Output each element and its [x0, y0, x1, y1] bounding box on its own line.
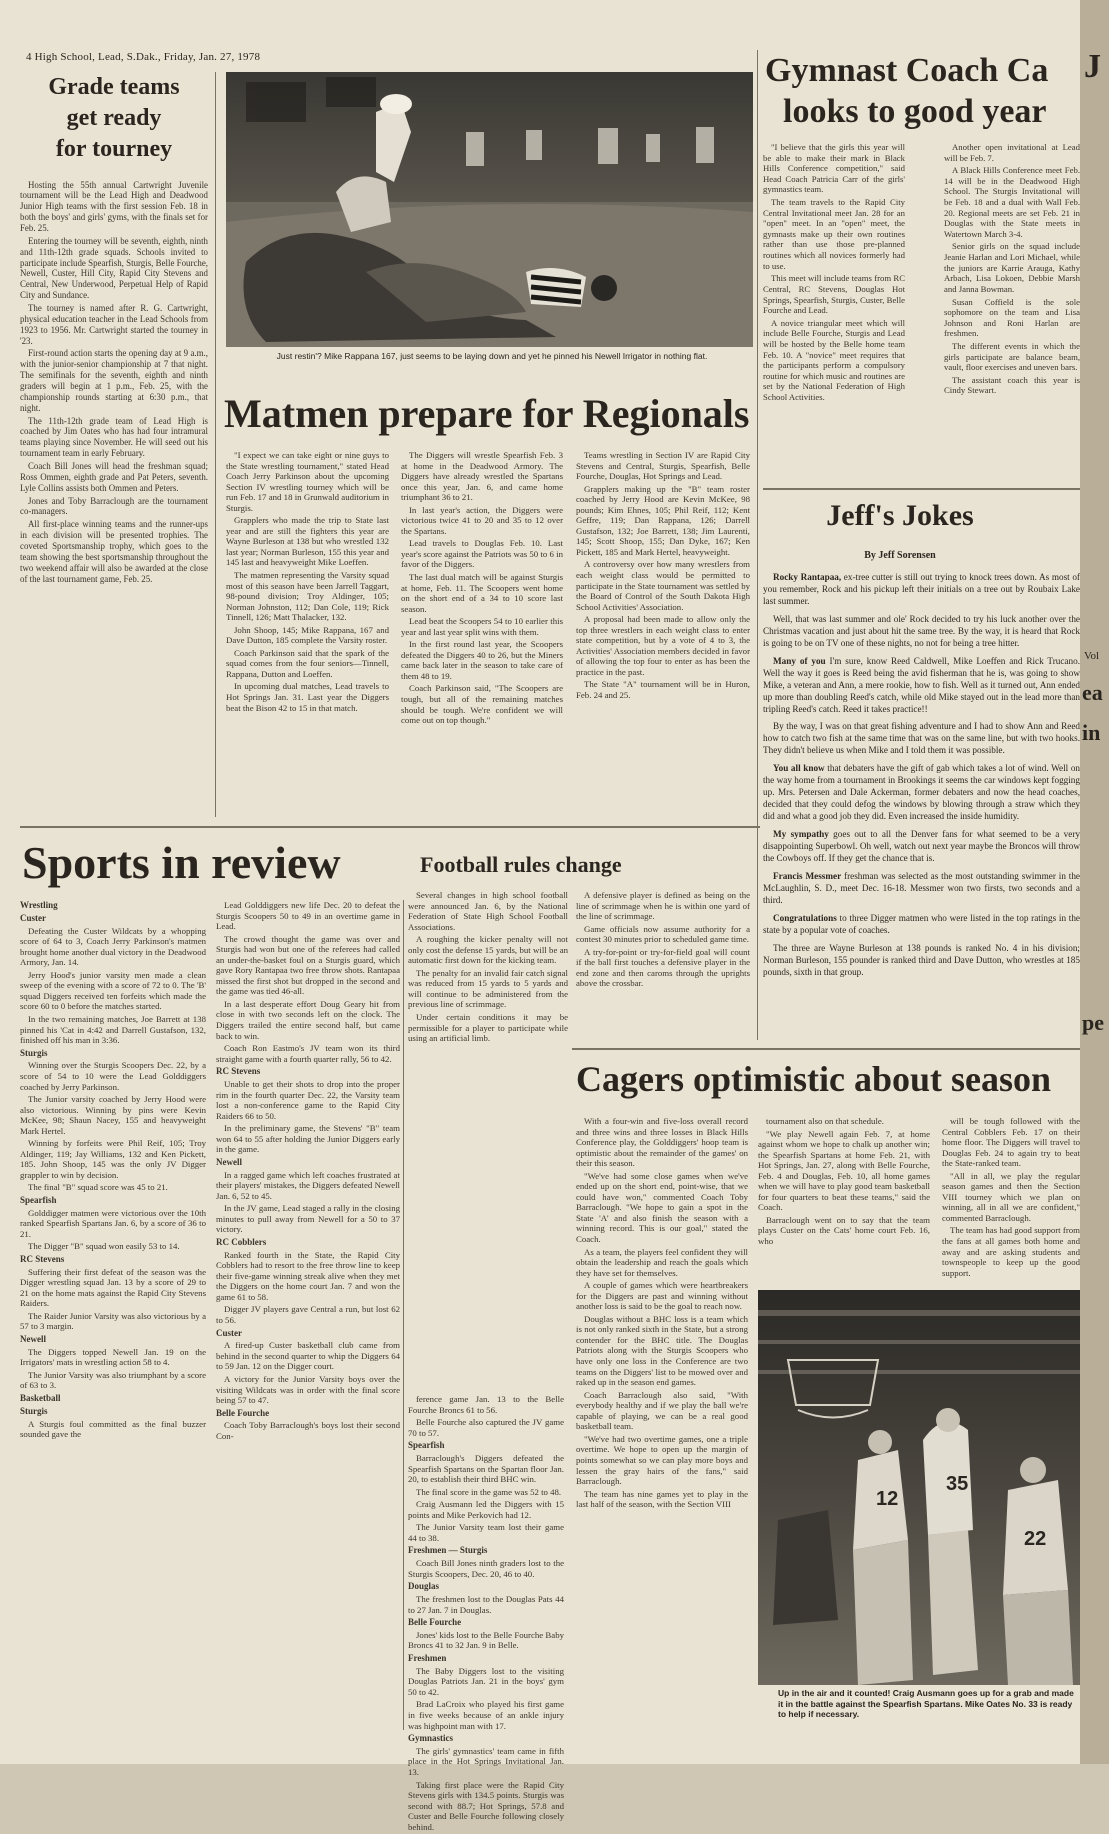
subhead: Sturgis — [20, 1405, 48, 1416]
joke-paragraph — [763, 829, 1080, 865]
paragraph: In the preliminary game, the Stevens' "B" team won 64 to 55 after holding the Junior Diggers early in the game. — [216, 1123, 400, 1155]
joke-lead-in: Rocky Rantapaa, — [773, 572, 842, 582]
paragraph: The team travels to the Rapid City Central Invitational meet Jan. 28 for an "open" meet. In an "open" meet, the gymnasts make up their own routines rather than use those pre-planned routines which all novices formerly had to use. — [763, 197, 905, 271]
joke-text: I'm sure, know Reed Caldwell, Mike Loeffen and Rick Trucano. Well the way it goes is Reed being the avid fisherman that he is, was going to show Mike, a veteran and Ann, a mere rookie, how to fish. Well as it turned out, Ann ended up more than doubling Reed's catch, while old Mike stayed out in the lead more than tripling Reed's catch. Reed it takes practice!! — [763, 655, 1080, 714]
paragraph: A fired-up Custer basketball club came from behind in the second quarter to whip the Diggers 64 to 59 Jan. 12 on the Digger court. — [216, 1340, 400, 1372]
paragraph: The Junior varsity coached by Jerry Hood were also victorious. Winning by pins were Kevin McKee, 98; Shaun Nacey, 155 and heavyweight Mark Hertel. — [20, 1094, 206, 1136]
paragraph: Barraclough's Diggers defeated the Spearfish Spartans on the Spartan floor Jan. 20, to establish their third BHC win. — [408, 1452, 564, 1485]
joke-paragraph — [763, 572, 1080, 608]
paragraph: The final "B" squad score was 45 to 21. — [28, 1182, 168, 1193]
paragraph: In a ragged game which left coaches frustrated at their players' mistakes, the Diggers defeated Newell Jan. 6, 52 to 45. — [216, 1169, 400, 1201]
sports-review-headline: Sports in review — [22, 837, 341, 888]
paragraph: Golddigger matmen were victorious over the 10th ranked Spearfish Spartans Jan. 6, by a score of 36 to 21. — [20, 1207, 206, 1239]
paragraph: Susan Coffield is the sole sophomore on the team and Lisa Johnson and Roni Harlan are freshmen. — [944, 296, 1080, 339]
paragraph: The team has nine games yet to play in the last half of the season, with the Section VIII — [576, 1488, 748, 1510]
wrestling-photo-image — [226, 72, 753, 347]
paragraph: "We've had some close games when we've ended up on the short end, point-wise, that we could have won," commented Coach Toby Barraclough. "We hope to gain a spot in the State 'A' and also finish the season with a winning record. This is our goal," stated the Coach. — [576, 1170, 748, 1245]
paragraph: A victory for the Junior Varsity boys over the visiting Wildcats was in order with the final score being 57 to 47. — [216, 1373, 400, 1406]
joke-text: to three Digger matmen who were listed in the top ratings in the state by a popular vote of coaches. — [763, 912, 1080, 935]
joke-paragraph — [763, 656, 1080, 716]
column-rule — [757, 50, 758, 1040]
paragraph: Jerry Hood's junior varsity men made a clean sweep of the evening with a score of 72 to 0. The 'B' squad Diggers received ten forfeits which made the score 60 to 0 before the matches started. — [20, 969, 206, 1012]
headline-line: get ready — [66, 105, 162, 132]
adjacent-page-edge — [1080, 0, 1109, 1764]
paragraph: Coach Parkinson said that the spark of the squad comes from the four seniors—Tinnell, Rappana, Dutton and Loeffen. — [226, 647, 389, 679]
paragraph: The Junior Varsity team lost their game 44 to 38. — [408, 1522, 564, 1543]
paragraph: Under certain conditions it may be permissible for a player to participate while using an artificial limb. — [408, 1012, 568, 1044]
grade-teams-story — [20, 72, 208, 587]
subhead: Newell — [216, 1156, 242, 1167]
edge-fragment: pe — [1082, 1010, 1104, 1035]
joke-text: goes out to all the Denver fans for what seemed to be a very disappointing Superbowl. Oh well, watch out next year maybe the Broncos will throw the Cowboys off. If they get the chance that is. — [763, 829, 1080, 864]
cagers-col-3 — [942, 1116, 1080, 1280]
paragraph: This meet will include teams from RC Central, RC Stevens, Douglas Hot Springs, Spearfish, Sturgis, Custer, Belle Fourche and Lead. — [763, 273, 905, 316]
paragraph: Unable to get their shots to drop into the proper rim in the fourth quarter Dec. 22, the Varsity team lost a non-conference game to the Rapid City Raiders 66 to 50. — [216, 1079, 400, 1121]
paragraph: A novice triangular meet which will include Belle Fourche, Sturgis and Lead will be hosted by the Belle home team Feb. 10. A "novice" meet requires that the participants perform a compulsory routine for which music and routines are set by the National Federation of High School Activities. — [763, 317, 905, 403]
paragraph: Digger JV players gave Central a run, but lost 62 to 56. — [216, 1304, 400, 1325]
joke-paragraph — [763, 614, 1080, 650]
matmen-col-1 — [226, 450, 389, 715]
subhead: Freshmen — [408, 1653, 447, 1664]
paragraph: ference game Jan. 13 to the Belle Fourche Broncs 61 to 56. — [408, 1394, 564, 1415]
paragraph: A defensive player is defined as being on the line of scrimmage when he is within one yard of the line of scrimmage. — [576, 890, 750, 922]
paragraph: A controversy over how many wrestlers from each weight class would be permitted to participate in the State tournament was settled by the Board of Control of the South Dakota High School Activities' Association. — [576, 559, 750, 612]
paragraph: Several changes in high school football were announced Jan. 6, by the National Federation of State High School Football Associations. — [408, 890, 568, 932]
joke-lead-in: Francis Messmer — [773, 870, 842, 881]
paragraph: Senior girls on the squad include Jeanie Harlan and Lori Michael, while the juniors are Karrie Arauga, Kathy Arbach, Lisa Lokoen, Debbie Marsh and Janna Bowman. — [944, 241, 1080, 294]
paragraph: In the JV game, Lead staged a rally in the closing minutes to pull away from Newell for a 50 to 37 victory. — [216, 1203, 400, 1235]
subhead: Custer — [20, 912, 46, 923]
gymnast-story — [763, 50, 1080, 133]
paragraph: "We've had two overtime games, one a triple overtime. We hope to open up the margin of points somewhat so we can play more boys and lessen the gray hairs of the fans," said Barraclough. — [576, 1433, 748, 1487]
paragraph: Entering the tourney will be seventh, eighth, ninth and 11th-12th grade squads. Schools invited to participate include Spearfish, Sturgis, Belle Fourche, Newell, Custer, Hill City, Rapid City Stevens and Central, New Underwood, Perpetual Help of Rapid City and Sundance. — [20, 235, 208, 301]
joke-lead-in: Many of you — [773, 655, 826, 666]
paragraph: Coach Barraclough also said, "With everybody healthy and if we play the ball we're capable of playing, we can be a real good basketball team. — [576, 1389, 748, 1432]
cagers-col-1 — [576, 1116, 748, 1512]
paragraph: The crowd thought the game was over and Sturgis had won but one of the referees had called an under-the-basket foul on a Sturgis guard, which gave Rory Rantapaa two free throw shots. Rantapaa missed the first shot but dropped in the second and the game was tied 46-all. — [216, 933, 400, 997]
paragraph: The assistant coach this year is Cindy Stewart. — [944, 374, 1080, 396]
paragraph: The matmen representing the Varsity squad most of this season have been Jarrell Taggart, 98-pound division; Troy Aldinger, 105; Norman Johnston, 112; Dan Cole, 119; Rick Tinnell, 126; Matt Thalacker, 132. — [226, 570, 389, 623]
paragraph: Hosting the 55th annual Cartwright Juvenile tournament will be the Lead High and Deadwood Junior High teams with the first session Feb. 18 in both the boys' and girls' gyms, with the finals set for Feb. 25. — [20, 179, 208, 233]
paragraph: The team has had good support from the fans at all games both home and away and are asking students and townspeople to keep up the good support. — [942, 1225, 1080, 1278]
subhead: Sturgis — [20, 1047, 48, 1058]
joke-text: that debaters have the gift of gab which takes a lot of wind. Well on the way home from a tournament in Brookings it seems the car windows kept fogging up. Mrs. Petersen and Dale Ackerman, former debaters and now the head coaches, decided that they could defog the windows by blowing through a straw which they did and what a good job they did. Even increased the inside humidity. — [763, 763, 1081, 822]
paragraph: The penalty for an invalid fair catch signal was reduced from 15 yards to 5 yards and will continue to be administered from the previous line of scrimmage. — [408, 967, 568, 1010]
paragraph: The Raider Junior Varsity was also victorious by a 57 to 3 margin. — [20, 1310, 206, 1332]
jersey-number: 35 — [946, 1473, 969, 1495]
joke-lead-in: You all know — [773, 763, 825, 774]
joke-text: Well, that was last summer and ole' Rock decided to try his luck another over the Christmas vacation and just about hit the same tree. By the way, it is heard that Rock is going to be on TV one of these nights, no not for being a tree hitter. — [763, 613, 1080, 648]
paragraph: In the two remaining matches, Joe Barrett at 138 pinned his 'Cat in 4:42 and Darrell Gustafson, 132, finished off his man in 3:36. — [20, 1013, 206, 1046]
paragraph: "I expect we can take eight or nine guys to the State wrestling tournament," stated Head Coach Jerry Parkinson about the upcoming Section IV wrestling tourney which will be run Feb. 17 and 18 in Grunwald auditorium in Sturgis. — [226, 450, 389, 513]
paragraph: Ranked fourth in the State, the Rapid City Cobblers had to resort to the free throw line to keep their five-game winning streak alive when they met the Diggers on the home court Jan. 7 and won the game 61 to 58. — [216, 1249, 400, 1302]
paragraph: Coach Ron Eastmo's JV team won its third straight game with a fourth quarter rally, 56 to 42. — [216, 1043, 400, 1064]
paragraph: "We play Newell again Feb. 7, at home against whom we hope to chalk up another win; the Spearfish Spartans at home Feb. 21, with Hot Springs, Jan. 27, along with Belle Fourche, Feb. 4 and Douglas, Feb. 10, all home games when we will have to play good team basketball for four quarters to beat these teams," said the Coach. — [758, 1128, 930, 1213]
subhead: Freshmen — Sturgis — [408, 1545, 488, 1556]
sports-review-col-2 — [216, 900, 400, 1444]
paragraph: Coach Bill Jones will head the freshman squad; Ross Ommen, eighth grade and Pat Peters, seventh. Lyle Collins assists both Ommen and Peters. — [20, 461, 208, 493]
paragraph: In upcoming dual matches, Lead travels to Hot Springs Jan. 31. Last year the Diggers beat the Bison 42 to 15 in that match. — [226, 681, 389, 713]
paragraph: Coach Bill Jones ninth graders lost to the Sturgis Scoopers, Dec. 20, 46 to 40. — [408, 1558, 564, 1579]
cagers-top-rule — [572, 1048, 1080, 1050]
basketball-photo-image — [758, 1290, 1080, 1685]
joke-text: The three are Wayne Burleson at 138 pounds is ranked No. 4 in his division; Norman Burleson, 155 pounder is ranked third and Dave Dutton, who wrestles at 185 pounds, sixth in that group. — [763, 942, 1080, 977]
paragraph: The tourney is named after R. G. Cartwright, physical education teacher in the Lead Schools from 1923 to 1956. Mr. Cartwright started the tourney in '23. — [20, 303, 208, 346]
basketball-photo — [758, 1290, 1080, 1685]
paragraph: The Junior Varsity was also triumphant by a score of 63 to 3. — [20, 1369, 206, 1391]
sports-review-col-3 — [408, 1394, 564, 1834]
paragraph: Game officials now assume authority for a contest 30 minutes prior to scheduled game time. — [576, 923, 750, 945]
subhead: Gymnastics — [408, 1733, 453, 1744]
paragraph: "I believe that the girls this year will be able to make their mark in Black Hills Conference competition," said Head Coach Patricia Carr of the girls' gymnastics team. — [763, 142, 905, 195]
headline-line: for tourney — [55, 136, 173, 163]
cagers-headline-wrap — [576, 1058, 1080, 1100]
paragraph: Winning by forfeits were Phil Reif, 105; Troy Aldinger, 119; Jay Williams, 132 and Ken Pickett, 185. John Shoop, 145 was the only JV Digger grappler to win by decision. — [20, 1138, 206, 1180]
subhead: Spearfish — [20, 1194, 57, 1205]
grade-teams-headline — [20, 72, 208, 166]
football-headline: Football rules change — [420, 852, 622, 877]
column-rule — [403, 900, 404, 1730]
subhead: Spearfish — [408, 1440, 445, 1451]
joke-lead-in: My sympathy — [773, 829, 829, 840]
paragraph: The Baby Diggers lost to the visiting Douglas Patriots Jan. 21 in the boys' gym 50 to 42. — [408, 1665, 564, 1697]
paragraph: Coach Parkinson said, "The Scoopers are tough, but all of the remaining matches should be tough. We're confident we will come out on top though." — [401, 683, 563, 726]
subhead: Belle Fourche — [216, 1407, 270, 1418]
joke-paragraph — [763, 913, 1080, 937]
paragraph: All first-place winning teams and the runner-ups in each division will be presented trophies. The coveted Sportsmanship trophy, which goes to the team showing the best sportsmanship throughout the two weekend affair will also be awarded at the close of the last tournament game, Feb. 25. — [20, 519, 208, 584]
joke-paragraph — [763, 763, 1080, 823]
subhead: RC Cobblers — [216, 1236, 267, 1247]
paragraph: tournament also on that schedule. — [766, 1116, 884, 1126]
joke-paragraph — [763, 943, 1080, 979]
paragraph: The freshmen lost to the Douglas Pats 44 to 27 Jan. 7 in Douglas. — [408, 1594, 564, 1615]
edge-fragment: in — [1082, 720, 1101, 745]
paragraph: Jones and Toby Barraclough are the tournament co-managers. — [20, 495, 208, 517]
paragraph: Defeating the Custer Wildcats by a whopping score of 64 to 3, Coach Jerry Parkinson's matmen brought home another dual victory in the Deadwood Armory, Jan. 14. — [20, 925, 206, 968]
paragraph: Lead Golddiggers new life Dec. 20 to defeat the Sturgis Scoopers 50 to 49 in an overtime game in Lead. — [216, 900, 400, 932]
paragraph: Suffering their first defeat of the season was the Digger wrestling squad Jan. 13 by a score of 29 to 21 on the home mats against the Rapid City Stevens Raiders. — [20, 1266, 206, 1309]
headline-line: looks to good year — [783, 93, 1047, 131]
paragraph: will be tough followed with the Central Cobblers Feb. 17 on their home floor. The Diggers will travel to Douglas Feb. 24 to again try to beat the State-ranked team. — [942, 1116, 1080, 1169]
subhead: Belle Fourche — [408, 1617, 462, 1628]
paragraph: In a last desperate effort Doug Geary hit from close in with two seconds left on the clock. The Diggers trailed the entire second half, but came back to win. — [216, 998, 400, 1041]
cagers-headline: Cagers optimistic about season — [576, 1059, 1051, 1099]
paragraph: The State "A" tournament will be in Huron, Feb. 24 and 25. — [576, 679, 750, 701]
subhead: RC Stevens — [216, 1066, 261, 1077]
paragraph: Lead beat the Scoopers 54 to 10 earlier this year and last year split wins with them. — [401, 616, 563, 637]
joke-paragraph — [763, 721, 1080, 757]
basketball-photo-caption: Up in the air and it counted! Craig Ausmann goes up for a grab and made it in the battle against the Spearfish Spartans. Mike Oates No. 33 is ready to help if necessary. — [778, 1688, 1074, 1720]
paragraph: The girls' gymnastics' team came in fifth place in the Hot Springs Invitational Jan. 13. — [408, 1745, 564, 1777]
edge-fragment: J — [1084, 48, 1101, 85]
paragraph: Lead travels to Douglas Feb. 10. Last year's score against the Patriots was 50 to 6 in favor of the Diggers. — [401, 538, 563, 570]
wrestling-photo-caption: Just restin'? Mike Rappana 167, just seems to be laying down and yet he pinned his Newell Irrigator in nothing flat. — [276, 351, 708, 361]
paragraph: A couple of games which were heartbreakers for the Diggers are past and winning without another loss is said to be the goal to reach now. — [576, 1280, 748, 1312]
column-rule — [215, 72, 216, 817]
edge-fragment: Vol — [1084, 650, 1100, 662]
paragraph: Another open invitational at Lead will be Feb. 7. — [944, 142, 1080, 163]
joke-paragraph — [763, 871, 1080, 907]
section-rule — [20, 826, 760, 828]
matmen-col-2 — [401, 450, 563, 728]
jokes-body — [763, 572, 1080, 985]
cagers-col-2 — [758, 1116, 930, 1249]
paragraph: Jones' kids lost to the Belle Fourche Baby Broncs 41 to 32 Jan. 9 in Belle. — [408, 1629, 564, 1651]
paragraph: First-round action starts the opening day at 9 a.m., with the junior-senior championship at 7 that night. The semifinals for the seventh, eighth and ninth graders will begin at 1 p.m., Feb. 25, with the championship rounds starting at 6:30 p.m., that night. — [20, 348, 208, 413]
subhead: Douglas — [408, 1581, 440, 1592]
paragraph: A try-for-point or try-for-field goal will count if the ball first touches a defensive player in the end zone and then caroms through the uprights above the crossbar. — [576, 946, 750, 989]
football-col-2 — [576, 890, 750, 991]
paragraph: With a four-win and five-loss overall record and three wins and three losses in Black Hills Conference play, the Golddiggers' hoop team is optimistic about the remainder of the games' on their this season. — [576, 1116, 748, 1169]
jokes-byline: By Jeff Sorensen — [864, 550, 936, 561]
gymnast-col-2 — [944, 142, 1080, 398]
paragraph: Grapplers who made the trip to State last year and are still the fighters this year are Wayne Burleson at 138 but who wrestled 132 last year; Norman Burleson, 155 this year and 145 last and heavyweight Mike Loeffen. — [226, 515, 389, 568]
wrestling-photo — [226, 72, 753, 347]
paragraph: A roughing the kicker penalty will not only cost the defense 15 yards, but will be an automatic first down for the kicking team. — [408, 934, 568, 966]
gymnast-col-1 — [763, 142, 905, 405]
headline-line: Gymnast Coach Ca — [765, 52, 1049, 89]
paragraph: The last dual match will be against Sturgis at home, Feb. 11. The Scoopers went home on the short end of a 34 to 10 score last season. — [401, 572, 563, 614]
jersey-number: 22 — [1024, 1528, 1047, 1550]
paragraph: The Diggers topped Newell Jan. 19 on the Irrigators' mats in wrestling action 58 to 4. — [20, 1346, 206, 1368]
paragraph: Winning over the Sturgis Scoopers Dec. 22, by a score of 54 to 10 were the Lead Golddiggers coached by Jerry Parkinson. — [20, 1060, 206, 1092]
paragraph: A proposal had been made to allow only the top three wrestlers in each weight class to enter state competition, but by a vote of 4 to 3, the Activities' Association members decided in favor of allowing the top four to enter as has been the practice in the past. — [576, 614, 750, 677]
paragraph: As a team, the players feel confident they will obtain the leadership and reach the goals which they have set for themselves. — [576, 1246, 748, 1278]
paragraph: The Diggers will wrestle Spearfish Feb. 3 at home in the Deadwood Armory. The Diggers have already wrestled the Spartans once this year, Jan. 6, and came home triumphant 36 to 21. — [401, 450, 563, 503]
football-col-1 — [408, 890, 568, 1046]
paragraph: Douglas without a BHC loss is a team which is not only ranked sixth in the State, but a strong contender for the BHC title. The Douglas Patriots along with the Sturgis Scoopers who have only one loss in the Conference are two teams on the Diggers' list to be mowed over and raked up in the season end games. — [576, 1313, 748, 1388]
paragraph: Taking first place were the Rapid City Stevens girls with 134.5 points. Sturgis was second with 88.7; Hot Springs, 57.8 and Custer and Belle Fourche following closely behind. — [408, 1779, 564, 1832]
joke-text: ex-tree cutter is still out trying to knock trees down. As most of you remember, Rock and his pickup left their initials on a tree out by Roubaix Lake last summer. — [763, 572, 1080, 606]
subhead: RC Stevens — [20, 1253, 65, 1264]
paragraph: In the first round last year, the Scoopers defeated the Diggers 40 to 26, but the Miners came back later in the season to take care of them 48 to 19. — [401, 639, 563, 681]
paragraph: Grapplers making up the "B" team roster coached by Jerry Hood are Kevin McKee, 98 pounds; Kim Ehnes, 105; Phil Reif, 112; Kent Geffre, 119; Dan Rappana, 126; Darrell Gustafson, 132; Joe Barrett, 138; Jim Laurenti, 145; Scott Shoop, 155; Dan Dyke, 167; Ken Pickett, 185 and Mark Hertel, heavyweight. — [576, 483, 750, 557]
subhead: Basketball — [20, 1393, 61, 1404]
paragraph: In last year's action, the Diggers were victorious twice 41 to 20 and 35 to 12 over the Spartans. — [401, 504, 563, 536]
paragraph: Teams wrestling in Section IV are Rapid City Stevens and Central, Sturgis, Spearfish, Belle Fourche, Douglas, Hot Springs and Lead. — [576, 450, 750, 482]
joke-text: By the way, I was on that great fishing adventure and I had to show Ann and Reed how to catch two fish at the same time that was on the same line, but with two hooks. They didn't believe us when Mike and I told them it was possible. — [763, 721, 1080, 756]
paragraph: Craig Ausmann led the Diggers with 15 points and Mike Perkovich had 12. — [408, 1499, 564, 1520]
folio-line: 4 High School, Lead, S.Dak., Friday, Jan. 27, 1978 — [26, 51, 261, 63]
subhead: Custer — [216, 1327, 242, 1338]
joke-text: freshman was selected as the most outstanding swimmer in the McLaughlin, S. D., meet Dec. 16-18. Messmer won two firsts, two seconds and a third. — [763, 870, 1080, 905]
subhead: Wrestling — [20, 900, 58, 910]
joke-lead-in: Congratulations — [773, 912, 837, 923]
paragraph: Belle Fourche also captured the JV game 70 to 57. — [408, 1417, 564, 1438]
edge-fragment: ea — [1082, 680, 1103, 705]
jersey-number: 12 — [876, 1488, 899, 1510]
paragraph: "All in all, we play the regular season games and then the Section VIII tourney which we plan on winning, all in all we are confident," commented Barraclough. — [942, 1170, 1080, 1223]
matmen-headline: Matmen prepare for Regionals — [224, 391, 750, 436]
paragraph: The different events in which the girls participate are balance beam, vault, floor exercises and uneven bars. — [944, 340, 1080, 373]
sports-review-col-1 — [20, 900, 206, 1442]
paragraph: A Sturgis foul committed as the final buzzer sounded gave the — [20, 1418, 206, 1440]
paragraph: Barraclough went on to say that the team plays Custer on the Cats' home court Feb. 16, who — [758, 1214, 930, 1247]
paragraph: Brad LaCroix who played his first game in five weeks because of an ankle injury was highpoint man with 17. — [408, 1699, 564, 1731]
jokes-headline: Jeff's Jokes — [826, 499, 974, 532]
grade-teams-body — [20, 180, 208, 585]
subhead: Newell — [20, 1334, 46, 1345]
paragraph: The 11th-12th grade team of Lead High is coached by Jim Oates who has had four intramural teams playing since November. He will seed out his tournament team in early February. — [20, 415, 208, 459]
paragraph: A Black Hills Conference meet Feb. 14 will be in the Deadwood High School. The Sturgis Invitational will be Feb. 18 and a dual with Wall Feb. 20. Regional meets are set Feb. 21 in Douglas with the State meets in Watertown March 3-4. — [944, 165, 1080, 239]
paragraph: The final score in the game was 52 to 48. — [416, 1486, 562, 1497]
jokes-top-rule — [763, 488, 1080, 490]
headline-line: Grade teams — [48, 74, 180, 100]
paragraph: The Digger "B" squad won easily 53 to 14. — [28, 1241, 180, 1252]
paragraph: Coach Toby Barraclough's boys lost their second Con- — [216, 1420, 400, 1441]
gymnast-headline — [763, 50, 1080, 133]
matmen-col-3 — [576, 450, 750, 703]
paragraph: John Shoop, 145; Mike Rappana, 167 and Dave Dutton, 185 complete the Varsity roster. — [226, 624, 389, 646]
